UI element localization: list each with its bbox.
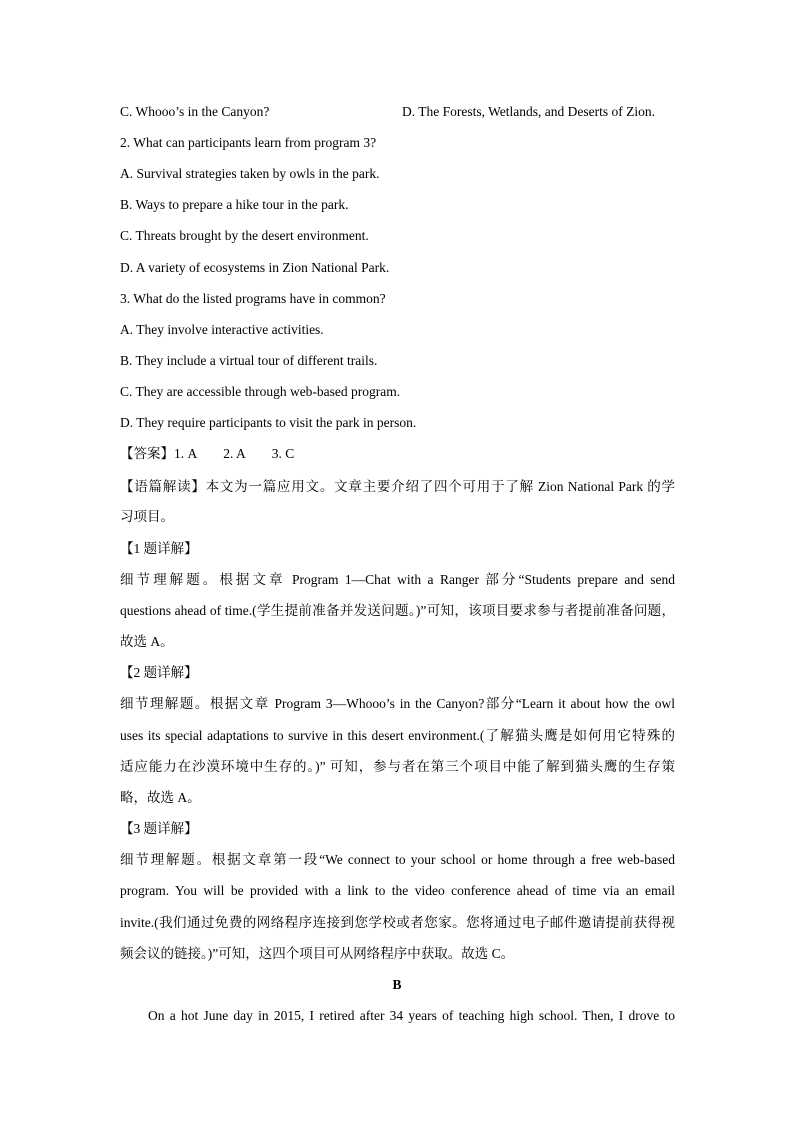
answer-1: 1. A [174, 446, 198, 461]
q1-option-c: C. Whooo’s in the Canyon? [120, 104, 270, 119]
q3-option-a: A. They involve interactive activities. [120, 322, 324, 337]
q1-option-d: D. The Forests, Wetlands, and Deserts of Zion. [402, 104, 655, 119]
detail-1-line-3: 故选 A。 [120, 634, 174, 649]
detail-3-line-4: 频会议的链接。)”可知，这四个项目可从网络程序中获取。故选 C。 [120, 946, 515, 961]
section-b-heading: B [392, 977, 402, 992]
answer-3: 3. C [271, 446, 295, 461]
answer-2: 2. A [223, 446, 246, 461]
answer-line [120, 444, 294, 464]
q3-option-b: B. They include a virtual tour of different trails. [120, 353, 378, 368]
detail-2-line-2: uses its special adaptations to survive in this desert environment.(了解猫头鹰是如何用它特殊的 [120, 728, 675, 743]
q2-option-b: B. Ways to prepare a hike tour in the park. [120, 197, 349, 212]
detail-1-heading: 【1 题详解】 [120, 541, 198, 556]
detail-2-line-1: 细节理解题。根据文章 Program 3—Whooo’s in the Canyon?部分“Learn it about how the owl [120, 696, 675, 711]
passage-reading-line-1: 【语篇解读】本文为一篇应用文。文章主要介绍了四个可用于了解 Zion National Park 的学 [120, 479, 675, 494]
q2-option-a: A. Survival strategies taken by owls in the park. [120, 166, 380, 181]
detail-2-line-4: 略，故选 A。 [120, 790, 201, 805]
q3-option-d: D. They require participants to visit the park in person. [120, 415, 417, 430]
detail-3-line-1: 细节理解题。根据文章第一段“We connect to your school or home through a free web-based [120, 852, 675, 867]
q2-option-d: D. A variety of ecosystems in Zion National Park. [120, 260, 390, 275]
detail-3-line-3: invite.(我们通过免费的网络程序连接到您学校或者您家。您将通过电子邮件邀请提前获得视 [120, 915, 675, 930]
detail-1-line-1: 细节理解题。根据文章 Program 1—Chat with a Ranger 部分“Students prepare and send [120, 572, 675, 587]
answer-label: 【答案】 [120, 446, 174, 461]
section-b-line-1: On a hot June day in 2015, I retired after 34 years of teaching high school. Then, I drove to [148, 1008, 675, 1023]
detail-2-line-3: 适应能力在沙漠环境中生存的。)” 可知，参与者在第三个项目中能了解到猫头鹰的生存策 [120, 759, 675, 774]
passage-reading-line-2: 习项目。 [120, 509, 174, 524]
detail-3-line-2: program. You will be provided with a link to the video conference ahead of time via an email [120, 883, 675, 898]
q2-stem: 2. What can participants learn from program 3? [120, 135, 377, 150]
q2-option-c: C. Threats brought by the desert environment. [120, 228, 369, 243]
detail-1-line-2: questions ahead of time.(学生提前准备并发送问题。)”可知，该项目要求参与者提前准备问题， [120, 603, 675, 618]
q3-option-c: C. They are accessible through web-based program. [120, 384, 401, 399]
detail-2-heading: 【2 题详解】 [120, 665, 198, 680]
detail-3-heading: 【3 题详解】 [120, 821, 198, 836]
q3-stem: 3. What do the listed programs have in common? [120, 291, 386, 306]
